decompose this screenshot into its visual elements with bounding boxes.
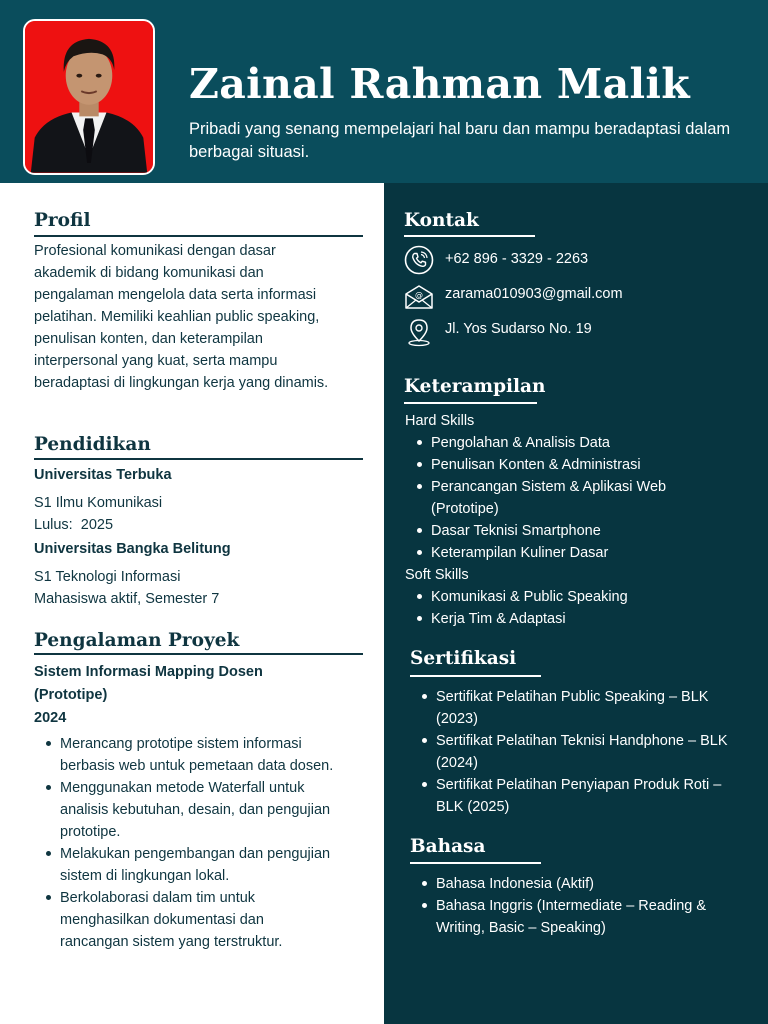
project-year: 2024 <box>34 710 67 726</box>
proyek-heading: Pengalaman Proyek <box>34 630 240 651</box>
main-column <box>0 183 384 1024</box>
list-item: Sertifikat Pelatihan Teknisi Handphone – BLK (2024) <box>410 730 740 774</box>
certification-list <box>410 686 740 818</box>
list-item: Bahasa Inggris (Intermediate – Reading & Writing, Basic – Speaking) <box>410 895 730 939</box>
list-item: Merancang prototipe sistem informasi berbasis web untuk pemetaan data dosen. <box>34 733 334 777</box>
contact-phone[interactable]: +62 896 - 3329 - 2263 <box>445 251 589 267</box>
list-item: Dasar Teknisi Smartphone <box>405 520 705 542</box>
list-item: Keterampilan Kuliner Dasar <box>405 542 705 564</box>
profile-photo <box>23 19 155 175</box>
bahasa-rule <box>410 862 541 864</box>
candidate-name: Zainal Rahman Malik <box>189 60 690 108</box>
list-item: Perancangan Sistem & Aplikasi Web (Prototipe) <box>405 476 705 520</box>
list-item: Sertifikat Pelatihan Penyiapan Produk Roti – BLK (2025) <box>410 774 740 818</box>
pendidikan-rule <box>34 458 363 460</box>
education-degree: S1 Ilmu Komunikasi <box>34 495 163 511</box>
kontak-heading: Kontak <box>404 210 479 231</box>
keterampilan-heading: Keterampilan <box>404 376 546 397</box>
soft-skills-list <box>405 586 705 630</box>
profil-text: Profesional komunikasi dengan dasar akademik di bidang komunikasi dan pengalaman mengelola data serta informasi pelatihan. Memiliki keahlian public speaking, penulisan konten, dan keterampilan interpersonal yang kuat, serta mampu beradaptasi di lingkungan kerja yang dinamis. <box>34 243 329 391</box>
hard-skills-label: Hard Skills <box>405 413 475 429</box>
language-list <box>410 873 730 939</box>
list-item: Bahasa Indonesia (Aktif) <box>410 873 730 895</box>
education-status: Lulus: 2025 <box>34 517 114 533</box>
list-item: Melakukan pengembangan dan pengujian sistem di lingkungan lokal. <box>34 843 334 887</box>
list-item: Penulisan Konten & Administrasi <box>405 454 705 476</box>
list-item: Kerja Tim & Adaptasi <box>405 608 705 630</box>
education-school: Universitas Terbuka <box>34 467 172 483</box>
education-school: Universitas Bangka Belitung <box>34 541 231 557</box>
education-degree: S1 Teknologi Informasi <box>34 569 181 585</box>
email-icon <box>404 282 434 312</box>
kontak-rule <box>404 235 535 237</box>
location-pin-icon <box>404 317 434 347</box>
project-name: Sistem Informasi Mapping Dosen (Prototipe) <box>34 664 263 703</box>
contact-address: Jl. Yos Sudarso No. 19 <box>445 321 592 337</box>
soft-skills-label: Soft Skills <box>405 567 469 583</box>
tagline: Pribadi yang senang mempelajari hal baru dan mampu beradaptasi dalam berbagai situasi. <box>189 120 731 161</box>
header <box>0 0 768 183</box>
proyek-rule <box>34 653 363 655</box>
sidebar <box>384 183 768 1024</box>
list-item: Berkolaborasi dalam tim untuk menghasilkan dokumentasi dan rancangan sistem yang terstruktur. <box>34 887 334 953</box>
hard-skills-list <box>405 432 705 564</box>
svg-text:@: @ <box>415 290 423 300</box>
bahasa-heading: Bahasa <box>410 836 486 857</box>
project-bullets <box>34 733 334 953</box>
pendidikan-heading: Pendidikan <box>34 434 151 455</box>
profil-heading: Profil <box>34 210 91 231</box>
list-item: Sertifikat Pelatihan Public Speaking – BLK (2023) <box>410 686 740 730</box>
phone-icon <box>404 245 434 275</box>
sertifikasi-heading: Sertifikasi <box>410 648 517 669</box>
profil-rule <box>34 235 363 237</box>
contact-email[interactable]: zarama010903@gmail.com <box>445 286 623 302</box>
keterampilan-rule <box>404 402 537 404</box>
list-item: Pengolahan & Analisis Data <box>405 432 705 454</box>
list-item: Menggunakan metode Waterfall untuk analisis kebutuhan, desain, dan pengujian prototipe. <box>34 777 334 843</box>
sertifikasi-rule <box>410 675 541 677</box>
list-item: Komunikasi & Public Speaking <box>405 586 705 608</box>
education-status: Mahasiswa aktif, Semester 7 <box>34 591 220 607</box>
